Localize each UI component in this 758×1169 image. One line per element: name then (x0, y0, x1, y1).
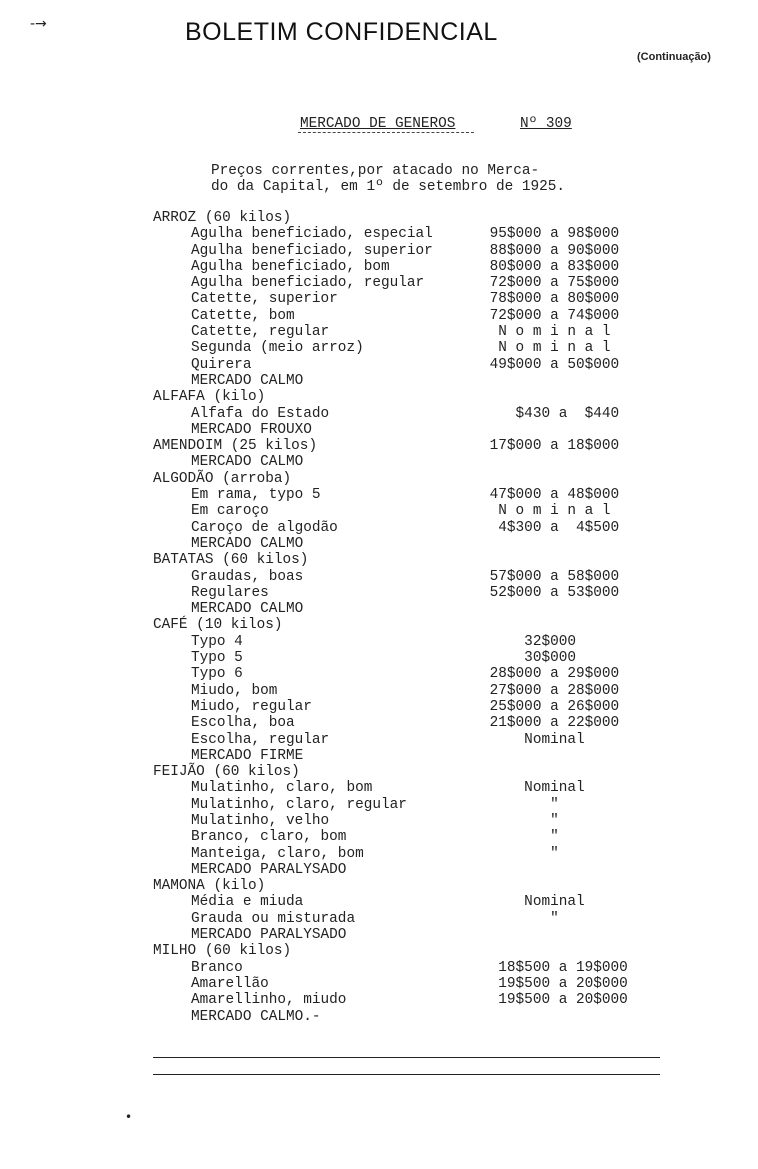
item-price: Nominal (481, 894, 585, 911)
price-row (153, 569, 713, 585)
price-list (153, 210, 713, 1025)
category-name: AMENDOIM (25 kilos) (153, 438, 318, 455)
item-name: Miudo, bom (191, 682, 278, 699)
market-status: MERCADO CALMO (191, 372, 304, 389)
price-row (153, 992, 713, 1008)
item-name: Catette, superior (191, 291, 338, 308)
market-status-row (153, 373, 713, 389)
item-name: Caroço de algodão (191, 519, 338, 536)
category-name: CAFÉ (10 kilos) (153, 617, 283, 634)
bottom-rule-bottom (153, 1074, 660, 1075)
price-row (153, 715, 713, 731)
item-price: 49$000 a 50$000 (481, 356, 620, 373)
market-status: MERCADO FIRME (191, 747, 304, 764)
item-name: Grauda ou misturada (191, 910, 356, 927)
item-price: 18$500 a 19$000 (481, 959, 628, 976)
item-price: 47$000 a 48$000 (481, 487, 620, 504)
market-status-row (153, 748, 713, 764)
market-status: MERCADO CALMO (191, 454, 304, 471)
market-status-row (153, 601, 713, 617)
category-name: MILHO (60 kilos) (153, 943, 292, 960)
price-row (153, 520, 713, 536)
price-row (153, 797, 713, 813)
price-row (153, 666, 713, 682)
intro-line-2: do da Capital, em 1º de setembro de 1925. (211, 179, 566, 195)
item-name: Em rama, typo 5 (191, 487, 321, 504)
market-status: MERCADO CALMO.- (191, 1008, 321, 1025)
item-price: 19$500 a 20$000 (481, 992, 628, 1009)
item-name: Miudo, regular (191, 698, 312, 715)
market-status-row (153, 1009, 713, 1025)
market-status-row (153, 422, 713, 438)
category-row (153, 764, 713, 780)
item-name: Mulatinho, claro, bom (191, 780, 373, 797)
bulletin-title: BOLETIM CONFIDENCIAL (185, 18, 498, 46)
item-price: " (481, 829, 559, 846)
item-price: N o m i n a l (481, 503, 611, 520)
item-price: 28$000 a 29$000 (481, 666, 620, 683)
item-price: N o m i n a l (481, 324, 611, 341)
item-price: 27$000 a 28$000 (481, 682, 620, 699)
section-number: Nº 309 (520, 116, 572, 132)
market-status: MERCADO PARALYSADO (191, 927, 347, 944)
price-row (153, 503, 713, 519)
item-price: " (481, 796, 559, 813)
continuation-label: (Continuação) (637, 51, 711, 63)
category-name: MAMONA (kilo) (153, 878, 266, 895)
item-price: 88$000 a 90$000 (481, 242, 620, 259)
item-price: " (481, 845, 559, 862)
category-row (153, 389, 713, 405)
price-row (153, 308, 713, 324)
item-price: N o m i n a l (481, 340, 611, 357)
price-row (153, 291, 713, 307)
market-status: MERCADO CALMO (191, 535, 304, 552)
item-price: 32$000 (481, 633, 576, 650)
item-name: Catette, bom (191, 307, 295, 324)
item-name: Amarellinho, miudo (191, 992, 347, 1009)
market-status: MERCADO FROUXO (191, 421, 312, 438)
price-row (153, 226, 713, 242)
item-price: " (481, 812, 559, 829)
item-name: Typo 6 (191, 666, 243, 683)
title-dashed-rule (298, 132, 474, 133)
item-name: Amarellão (191, 975, 269, 992)
item-name: Branco, claro, bom (191, 829, 347, 846)
price-row (153, 634, 713, 650)
ink-dot: • (125, 1110, 133, 1124)
category-row (153, 210, 713, 226)
price-row (153, 243, 713, 259)
item-name: Manteiga, claro, bom (191, 845, 364, 862)
category-row (153, 878, 713, 894)
category-row (153, 552, 713, 568)
item-price: 21$000 a 22$000 (481, 715, 620, 732)
item-name: Alfafa do Estado (191, 405, 330, 422)
price-row (153, 732, 713, 748)
item-name: Escolha, regular (191, 731, 330, 748)
item-name: Quirera (191, 356, 252, 373)
item-price: 17$000 a 18$000 (481, 438, 620, 455)
item-name: Agulha beneficiado, bom (191, 258, 390, 275)
price-row (153, 976, 713, 992)
item-name: Escolha, boa (191, 715, 295, 732)
item-price: 57$000 a 58$000 (481, 568, 620, 585)
market-status-row (153, 862, 713, 878)
price-row (153, 846, 713, 862)
price-row (153, 894, 713, 910)
market-status-row (153, 536, 713, 552)
price-row (153, 960, 713, 976)
ink-mark: -→ (30, 16, 47, 32)
category-name: ALFAFA (kilo) (153, 389, 266, 406)
market-status: MERCADO PARALYSADO (191, 861, 347, 878)
price-row (153, 487, 713, 503)
price-row (153, 780, 713, 796)
price-row (153, 585, 713, 601)
item-name: Mulatinho, velho (191, 812, 330, 829)
price-row (153, 699, 713, 715)
item-price: " (481, 910, 559, 927)
item-name: Média e miuda (191, 894, 304, 911)
item-name: Mulatinho, claro, regular (191, 796, 407, 813)
category-row (153, 471, 713, 487)
price-row (153, 683, 713, 699)
category-row (153, 617, 713, 633)
item-price: 72$000 a 74$000 (481, 307, 620, 324)
item-price: 80$000 a 83$000 (481, 258, 620, 275)
item-price: 52$000 a 53$000 (481, 584, 620, 601)
price-row (153, 357, 713, 373)
item-price: Nominal (481, 780, 585, 797)
item-price: Nominal (481, 731, 585, 748)
item-price: 4$300 a 4$500 (481, 519, 620, 536)
price-row (153, 406, 713, 422)
item-name: Catette, regular (191, 324, 330, 341)
category-row (153, 943, 713, 959)
category-name: FEIJÃO (60 kilos) (153, 764, 300, 781)
item-price: 19$500 a 20$000 (481, 975, 628, 992)
item-name: Regulares (191, 584, 269, 601)
price-row (153, 813, 713, 829)
item-price: $430 a $440 (481, 405, 620, 422)
bottom-rule-top (153, 1057, 660, 1058)
market-status-row (153, 454, 713, 470)
item-name: Agulha beneficiado, especial (191, 226, 433, 243)
price-row (153, 829, 713, 845)
market-status-row (153, 927, 713, 943)
item-name: Segunda (meio arroz) (191, 340, 364, 357)
item-name: Em caroço (191, 503, 269, 520)
price-row (153, 275, 713, 291)
category-name: ALGODÃO (arroba) (153, 470, 292, 487)
item-name: Typo 5 (191, 650, 243, 667)
item-name: Graudas, boas (191, 568, 304, 585)
item-name: Agulha beneficiado, superior (191, 242, 433, 259)
category-name: BATATAS (60 kilos) (153, 552, 309, 569)
market-status: MERCADO CALMO (191, 601, 304, 618)
item-price: 30$000 (481, 650, 576, 667)
section-title: MERCADO DE GENEROS (300, 116, 456, 132)
price-row (153, 911, 713, 927)
item-name: Typo 4 (191, 633, 243, 650)
intro-line-1: Preços correntes,por atacado no Merca- (211, 163, 540, 179)
item-price: 72$000 a 75$000 (481, 275, 620, 292)
price-row (153, 324, 713, 340)
item-price: 95$000 a 98$000 (481, 226, 620, 243)
price-row (153, 259, 713, 275)
category-name: ARROZ (60 kilos) (153, 210, 292, 226)
category-row (153, 438, 713, 454)
price-row (153, 650, 713, 666)
price-row (153, 340, 713, 356)
item-price: 78$000 a 80$000 (481, 291, 620, 308)
item-name: Branco (191, 959, 243, 976)
item-name: Agulha beneficiado, regular (191, 275, 425, 292)
item-price: 25$000 a 26$000 (481, 698, 620, 715)
